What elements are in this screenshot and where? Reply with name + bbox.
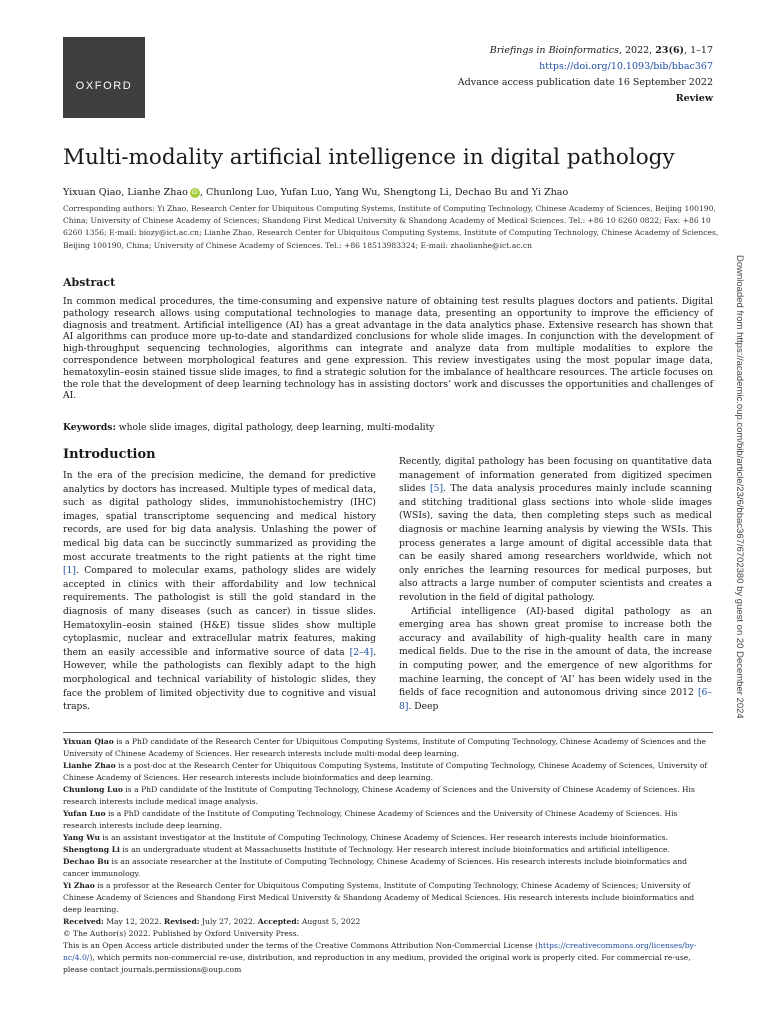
intro-text: In the era of the precision medicine, the demand for predictive analytics by doctors has increased. Multiple types of medical data, such as digital pathology slides, immunohistochemistry (IHC) images, spatial transcriptome sequencing and medical history records, are used for big data analysis. Unlashing the power of medical big data can be succinctly summarized as providing the most accurate treatments to the right patients at the right time xyxy=(63,470,376,563)
journal-citation xyxy=(458,43,713,59)
orcid-icon[interactable]: iD xyxy=(190,188,200,198)
article-title: Multi-modality artificial intelligence in digital pathology xyxy=(63,145,675,170)
bio-item xyxy=(63,784,713,808)
bio-name: Lianhe Zhao xyxy=(63,761,116,770)
bio-name: Chunlong Luo xyxy=(63,785,123,794)
intro-paragraph-3 xyxy=(399,605,712,714)
intro-paragraph-2 xyxy=(399,455,712,605)
intro-paragraph-1 xyxy=(63,469,376,714)
license-link[interactable]: https://creativecommons.org/licenses/by-nc/4.0/ xyxy=(63,941,697,962)
bio-text: is a PhD candidate of the Institute of Computing Technology, Chinese Academy of Sciences and the University of Chinese Academy of Sciences. His research interests include deep learning. xyxy=(63,809,678,830)
bio-name: Dechao Bu xyxy=(63,857,110,866)
bio-text: is an associate researcher at the Institute of Computing Technology, Chinese Academy of Sciences. His research interests include bioinformatics and cancer immunology. xyxy=(63,857,687,878)
bio-item xyxy=(63,844,713,856)
intro-text: Recently, digital pathology has been focusing on quantitative data management of information generated from digitized specimen slides xyxy=(399,456,712,495)
journal-volume: 23(6) xyxy=(655,45,685,56)
authors-part2: , Chunlong Luo, Yufan Luo, Yang Wu, Shengtong Li, Dechao Bu and Yi Zhao xyxy=(199,187,569,198)
bio-text: is an assistant investigator at the Institute of Computing Technology, Chinese Academy of Sciences. Her research interests include bioinformatics. xyxy=(99,833,669,842)
intro-right-column xyxy=(399,455,712,713)
bio-text: is a PhD candidate of the Institute of Computing Technology, Chinese Academy of Sciences and the University of Chinese Academy of Sciences. His research interests include medical image analysis. xyxy=(63,785,695,806)
logo-text: OXFORD xyxy=(75,79,133,92)
accepted-date: August 5, 2022 xyxy=(299,917,361,926)
bio-name: Yixuan Qiao xyxy=(63,737,114,746)
accepted-label: Accepted: xyxy=(257,917,300,926)
intro-text: . Deep xyxy=(408,700,439,712)
license-notice xyxy=(63,940,713,976)
bio-name: Shengtong Li xyxy=(63,845,120,854)
bio-item xyxy=(63,760,713,784)
citation-link[interactable]: [1] xyxy=(63,565,77,577)
oxford-logo xyxy=(63,37,145,118)
keywords-text: whole slide images, digital pathology, deep learning, multi-modality xyxy=(115,422,435,433)
citation-link[interactable]: [2–4] xyxy=(349,646,374,658)
revised-label: Revised: xyxy=(163,917,200,926)
abstract-heading: Abstract xyxy=(63,276,116,289)
received-date: May 12, 2022. xyxy=(103,917,164,926)
bio-item xyxy=(63,736,713,760)
bio-name: Yi Zhao xyxy=(63,881,95,890)
author-bios xyxy=(63,736,713,976)
submission-dates xyxy=(63,916,713,928)
bio-name: Yang Wu xyxy=(63,833,100,842)
bio-item xyxy=(63,832,713,844)
doi-link[interactable]: https://doi.org/10.1093/bib/bbac367 xyxy=(539,61,713,72)
corresponding-authors: Corresponding authors: Yi Zhao, Research Center for Ubiquitous Computing Systems, Institute of Computing Technology, Chinese Academy of Sciences, Beijing 100190, China; University of Chinese Academy of Sciences; Shandong First Medical University & Shandong Academy of Medical Sciences. Tel.: +86 10 6260 0822; Fax: +86 10 6260 1356; E-mail: biozy@ict.ac.cn; Lianhe Zhao, Research Center for Ubiquitous Computing Systems, Institute of Computing Technology, Chinese Academy of Sciences, Beijing 100190, China; University of Chinese Academy of Sciences. Tel.: +86 18513983324; E-mail: zhaolianhe@ict.ac.cn xyxy=(63,204,719,250)
revised-date: July 27, 2022. xyxy=(199,917,258,926)
journal-name: Briefings in Bioinformatics xyxy=(489,45,619,56)
journal-meta xyxy=(458,43,713,107)
copyright-notice: © The Author(s) 2022. Published by Oxford University Press. xyxy=(63,929,300,938)
article-type: Review xyxy=(675,93,713,104)
keywords-label: Keywords: xyxy=(63,422,116,433)
bio-item xyxy=(63,808,713,832)
intro-text: . However, while the pathologists can flexibly adapt to the high morphological and technical variability of histologic slides, they face the problem of limited objectivity due to cognitive and visual traps. xyxy=(63,646,376,713)
journal-year: , 2022, xyxy=(618,45,656,56)
authors-part1: Yixuan Qiao, Lianhe Zhao xyxy=(63,187,188,198)
intro-left-column xyxy=(63,469,376,714)
author-list xyxy=(63,184,723,201)
bio-text: is a post-doc at the Research Center for Ubiquitous Computing Systems, Institute of Computing Technology, Chinese Academy of Sciences, University of Chinese Academy of Sciences. Her research interests include bioinformatics and deep learning. xyxy=(63,761,708,782)
license-text: This is an Open Access article distributed under the terms of the Creative Commons Attribution Non-Commercial License ( xyxy=(63,941,539,950)
bio-name: Yufan Luo xyxy=(63,809,106,818)
received-label: Received: xyxy=(63,917,104,926)
citation-link[interactable]: [6–8] xyxy=(399,687,712,712)
license-text: ), which permits non-commercial re-use, distribution, and reproduction in any medium, provided the original work is properly cited. For commercial re-use, please contact journals.permissions@oup.com xyxy=(63,953,691,974)
bio-text: is an undergraduate student at Massachusetts Institute of Technology. Her research interest include bioinformatics and artificial intelligence. xyxy=(119,845,670,854)
download-watermark: Downloaded from https://academic.oup.com/bib/article/23/6/bbac367/6702380 by guest on 20 December 2024 xyxy=(734,255,745,719)
journal-pages: , 1–17 xyxy=(684,45,713,56)
abstract-text: In common medical procedures, the time-consuming and expensive nature of obtaining test results plagues doctors and patients. Digital pathology research allows using computational technologies to manage data, presenting an opportunity to improve the efficiency of diagnosis and treatment. Artificial intelligence (AI) has a great advantage in the data analytics phase. Extensive research has shown that AI algorithms can produce more up-to-date and standardized conclusions for whole slide images. In conjunction with the development of high-throughput sequencing technologies, algorithms can integrate and analyze data from multiple modalities to explore the correspondence between morphological features and gene expression. This review investigates using the most popular image data, hematoxylin–eosin stained tissue slide images, to find a strategic solution for the imbalance of healthcare resources. The article focuses on the role that the development of deep learning technology has in assisting doctors’ work and discusses the opportunities and challenges of AI. xyxy=(63,296,713,402)
bio-text: is a professor at the Research Center for Ubiquitous Computing Systems, Institute of Computing Technology, Chinese Academy of Sciences; University of Chinese Academy of Sciences and Shandong First Medical University & Shandong Academy of Medical Sciences. His research interests include bioinformatics and deep learning. xyxy=(63,881,695,914)
intro-text: . Compared to molecular exams, pathology slides are widely accepted in clinics with their affordability and low technical requirements. The pathologist is still the gold standard in the diagnosis of many diseases (such as cancer) in tissue slides. Hematoxylin–eosin stained (H&E) tissue slides show multiple cytoplasmic, nuclear and extracellular matrix features, making them an easily accessible and informative source of data xyxy=(63,565,376,658)
citation-link[interactable]: [5] xyxy=(430,483,444,495)
introduction-heading: Introduction xyxy=(63,447,156,462)
advance-access: Advance access publication date 16 September 2022 xyxy=(457,77,713,88)
bio-item xyxy=(63,856,713,880)
footnote-divider xyxy=(63,732,713,733)
intro-text: Artificial intelligence (AI)-based digital pathology as an emerging area has shown great promise to increase both the accuracy and availability of high-quality health care in many medical fields. Due to the rise in the amount of data, the increase in computing power, and the emergence of new algorithms for machine learning, the concept of ‘AI’ has been widely used in the fields of face recognition and autonomous driving since 2012 xyxy=(399,605,712,699)
intro-text: . The data analysis procedures mainly include scanning and stitching traditional glass sections into whole slide images (WSIs), saving the data, then completing steps such as medical diagnosis or machine learning analysis by viewing the WSIs. This process generates a large amount of digital accessible data that can be easily shared among researchers worldwide, which not only enriches the learning resources for medical purposes, but also attracts a large number of computer scientists and creates a revolution in the field of digital pathology. xyxy=(399,483,713,603)
keywords xyxy=(63,422,713,434)
bio-text: is a PhD candidate of the Research Center for Ubiquitous Computing Systems, Institute of Computing Technology, Chinese Academy of Sciences and the University of Chinese Academy of Sciences. Her research interests include multi-modal deep learning. xyxy=(63,737,706,758)
bio-item xyxy=(63,880,713,916)
